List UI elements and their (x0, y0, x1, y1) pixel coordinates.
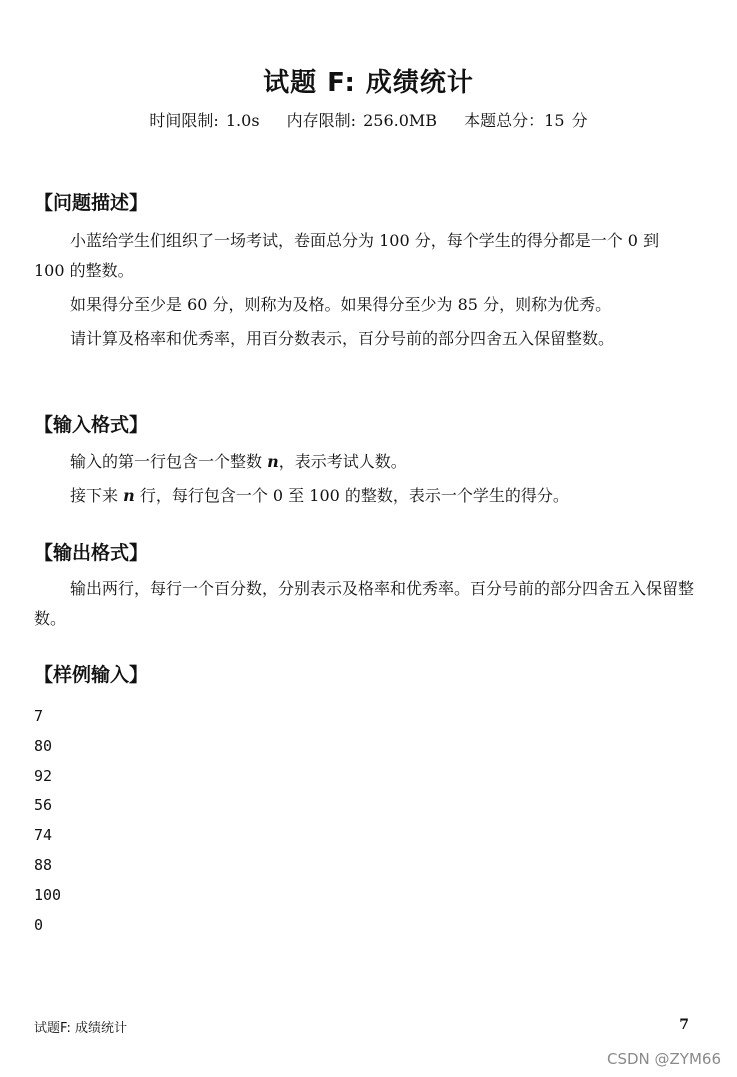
sample-line: 92 (34, 766, 53, 785)
input-text-2a: 接下来 (70, 486, 124, 505)
description-paragraph-1: 小蓝给学生们组织了一场考试，卷面总分为 100 分，每个学生的得分都是一个 0 到 100 的整数。 (34, 231, 660, 280)
input-text-1a: 输入的第一行包含一个整数 (70, 452, 268, 471)
problem-title: 试题 F: 成绩统计 (263, 68, 474, 98)
section-heading-description: 【问题描述】 (34, 192, 149, 214)
section-heading-output: 【输出格式】 (34, 542, 149, 564)
memory-limit: 内存限制: 256.0MB (286, 111, 438, 130)
input-paragraph-2 (34, 481, 694, 511)
description-paragraph-3: 请计算及格率和优秀率，用百分数表示，百分号前的部分四舍五入保留整数。 (70, 329, 615, 348)
output-paragraph-1: 输出两行，每行一个百分数，分别表示及格率和优秀率。百分号前的部分四舍五入保留整数。 (34, 579, 695, 628)
section-heading-input: 【输入格式】 (34, 414, 149, 436)
sample-input-block (34, 702, 61, 940)
time-limit: 时间限制: 1.0s (149, 111, 260, 130)
watermark: CSDN @ZYM66 (606, 1050, 721, 1068)
limits-line (0, 108, 737, 131)
sample-line: 7 (34, 707, 44, 725)
input-text-2b: 行，每行包含一个 0 至 100 的整数，表示一个学生的得分。 (134, 486, 569, 505)
input-paragraph-1 (34, 447, 694, 477)
sample-line: 80 (34, 736, 53, 755)
sample-line: 74 (34, 826, 53, 845)
footer-title: 试题F: 成绩统计 (34, 1021, 127, 1036)
description-paragraph-2: 如果得分至少是 60 分，则称为及格。如果得分至少为 85 分，则称为优秀。 (70, 295, 612, 314)
variable-n: n (267, 452, 279, 471)
sample-line: 100 (34, 885, 62, 904)
page-number: 7 (679, 1017, 689, 1033)
sample-line: 88 (34, 855, 53, 874)
total-score: 本题总分：15 分 (464, 111, 588, 130)
section-heading-sample-input: 【样例输入】 (34, 664, 149, 686)
sample-line: 56 (34, 796, 53, 815)
input-text-1b: ，表示考试人数。 (278, 452, 407, 471)
sample-line: 0 (34, 915, 44, 934)
variable-n: n (123, 486, 135, 505)
